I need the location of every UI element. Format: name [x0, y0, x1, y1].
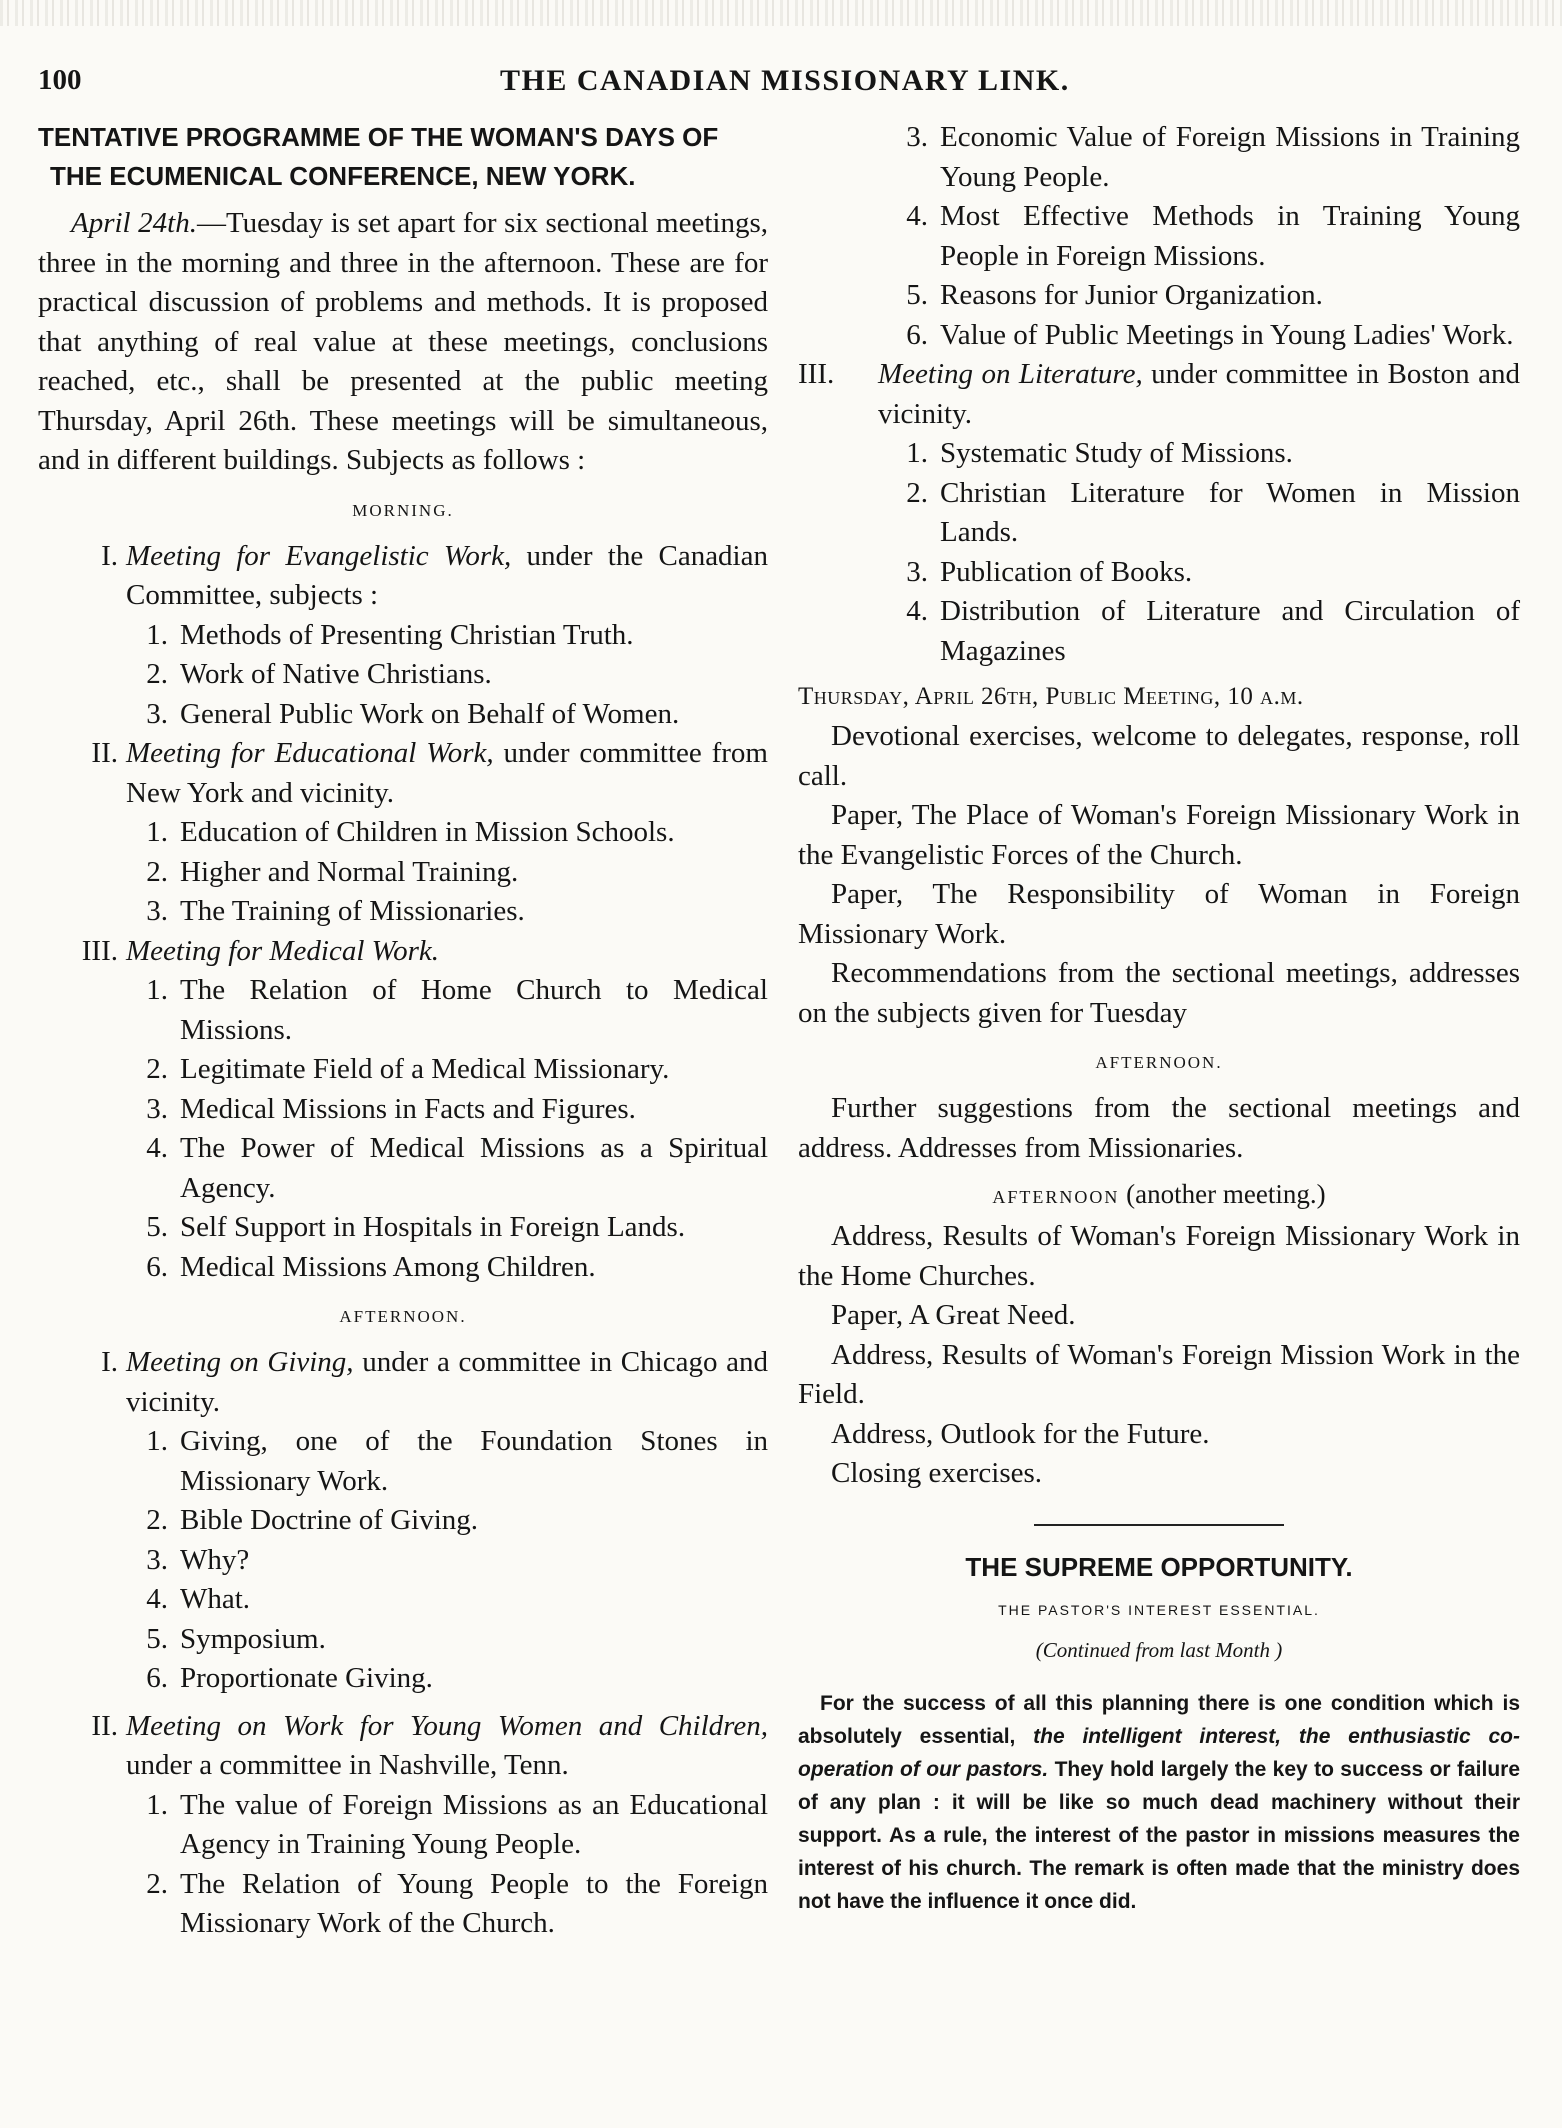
meeting-giving	[38, 1343, 768, 1422]
meeting-committee: under committee in Boston and vicinity.	[878, 358, 1520, 430]
list-item: 1. The Relation of Home Church to Medical Missions.	[146, 974, 768, 1046]
roman-numeral: III.	[81, 934, 118, 967]
meeting-literature	[798, 355, 1520, 434]
list-item: 2. The Relation of Young People to the Foreign Missionary Work of the Church.	[146, 1867, 768, 1939]
list-item: 2. Christian Literature for Women in Mission Lands.	[906, 476, 1520, 548]
list-item: 1. The value of Foreign Missions as an Educational Agency in Training Young People.	[146, 1788, 768, 1860]
meeting-educational	[38, 734, 768, 813]
list-item: 6. Proportionate Giving.	[146, 1662, 433, 1694]
list-item: 1. Methods of Presenting Christian Truth.	[146, 618, 634, 651]
list-item: 5. Self Support in Hospitals in Foreign Lands.	[146, 1211, 686, 1243]
list-item: 2. Bible Doctrine of Giving.	[146, 1504, 479, 1536]
intro-paragraph	[38, 204, 768, 481]
program-line: Address, Results of Woman's Foreign Missionary Work in the Home Churches.	[798, 1220, 1520, 1292]
program-line: Paper, A Great Need.	[831, 1299, 1076, 1331]
meeting-title: Meeting for Educational Work,	[126, 737, 494, 769]
list-item: 3. Publication of Books.	[906, 555, 1193, 588]
list-item: 4. Distribution of Literature and Circulation of Magazines	[906, 595, 1520, 667]
thursday-heading: Thursday, April 26th, Public Meeting, 10 a.m.	[798, 683, 1304, 710]
roman-numeral: I.	[101, 539, 118, 572]
afternoon-label: AFTERNOON	[992, 1187, 1120, 1207]
meeting-title: Meeting on Giving,	[126, 1346, 354, 1378]
list-item: 3. General Public Work on Behalf of Women.	[146, 697, 680, 730]
another-meeting-note: (another meeting.)	[1119, 1179, 1326, 1209]
program-line: Paper, The Place of Woman's Foreign Missionary Work in the Evangelistic Forces of the Church.	[798, 799, 1520, 871]
meeting-title: Meeting for Medical Work.	[126, 934, 440, 967]
program-line: Further suggestions from the sectional meetings and address. Addresses from Missionaries.	[798, 1092, 1520, 1164]
article-subtitle: THE PASTOR'S INTEREST ESSENTIAL.	[998, 1601, 1320, 1618]
meeting-committee: under committee from New York and vicinity.	[126, 737, 768, 809]
afternoon-heading: AFTERNOON.	[339, 1307, 467, 1326]
meeting-evangelistic	[38, 537, 768, 616]
list-item: 4. What.	[146, 1583, 251, 1615]
list-item: 2. Higher and Normal Training.	[146, 855, 519, 888]
morning-heading: MORNING.	[352, 500, 454, 520]
page-number: 100	[38, 64, 82, 96]
program-line: Address, Outlook for the Future.	[831, 1417, 1210, 1450]
list-item: 4. Most Effective Methods in Training Young People in Foreign Missions.	[906, 200, 1520, 272]
list-item: 5. Symposium.	[146, 1622, 326, 1655]
afternoon-another-heading	[798, 1174, 1520, 1217]
list-item: 4. The Power of Medical Missions as a Spiritual Agency.	[146, 1132, 768, 1204]
list-item: 3. The Training of Missionaries.	[146, 895, 525, 927]
list-item: 3. Medical Missions in Facts and Figures.	[146, 1092, 636, 1125]
list-item: 3. Why?	[146, 1543, 250, 1576]
program-line: Paper, The Responsibility of Woman in Foreign Missionary Work.	[798, 878, 1520, 950]
meeting-committee: under a committee in Nashville, Tenn.	[126, 1749, 569, 1781]
right-column	[798, 118, 1520, 1918]
list-item: 2. Legitimate Field of a Medical Missionary.	[146, 1053, 670, 1085]
meeting-committee: under the Canadian Committee, subjects :	[126, 539, 768, 611]
roman-numeral: II.	[91, 737, 118, 769]
roman-numeral: III.	[798, 358, 835, 390]
programme-title: TENTATIVE PROGRAMME OF THE WOMAN'S DAYS OF THE ECUMENICAL CONFERENCE, NEW YORK.	[38, 122, 719, 191]
meeting-committee: under a committee in Chicago and vicinity.	[126, 1346, 769, 1418]
meeting-title: Meeting for Evangelistic Work,	[126, 539, 512, 572]
program-line: Address, Results of Woman's Foreign Mission Work in the Field.	[798, 1338, 1520, 1410]
meeting-young-women	[38, 1707, 768, 1786]
meeting-medical	[38, 932, 768, 972]
journal-title: THE CANADIAN MISSIONARY LINK.	[500, 64, 1070, 97]
intro-text: —Tuesday is set apart for six sectional meetings, three in the morning and three in the afternoon. These are for practical discussion of problems and methods. It is proposed that anything of real value at these meetings, conclusions reached, etc., shall be presented at the public meeting Thursday, April 26th. These meetings will be simultaneous, and in different buildings. Subjects as follows :	[38, 207, 769, 476]
article-title: THE SUPREME OPPORTUNITY.	[965, 1551, 1353, 1582]
meeting-title: Meeting on Work for Young Women and Children,	[126, 1709, 768, 1742]
list-item: 5. Reasons for Junior Organization.	[906, 279, 1323, 311]
list-item: 6. Medical Missions Among Children.	[146, 1250, 596, 1283]
roman-numeral: II.	[91, 1709, 118, 1742]
intro-date: April 24th.	[71, 207, 197, 239]
list-item: 6. Value of Public Meetings in Young Ladies' Work.	[906, 318, 1514, 351]
program-line: Closing exercises.	[831, 1457, 1043, 1489]
list-item: 1. Systematic Study of Missions.	[906, 437, 1293, 469]
running-header	[0, 64, 1562, 104]
emphasis-text: the intelligent interest, the enthusiastic co-operation of our pastors.	[798, 1724, 1520, 1781]
scan-noise-band	[0, 0, 1562, 26]
list-item: 1. Education of Children in Mission Schools.	[146, 816, 675, 848]
afternoon-heading-right: AFTERNOON.	[1095, 1053, 1223, 1072]
section-divider	[1034, 1524, 1284, 1526]
list-item: 1. Giving, one of the Foundation Stones in Missionary Work.	[146, 1425, 768, 1497]
program-line: Recommendations from the sectional meetings, addresses on the subjects given for Tuesday	[798, 957, 1520, 1029]
list-item: 2. Work of Native Christians.	[146, 658, 492, 690]
meeting-title: Meeting on Literature,	[878, 358, 1143, 390]
list-item: 3. Economic Value of Foreign Missions in Training Young People.	[906, 121, 1520, 193]
roman-numeral: I.	[101, 1346, 118, 1378]
left-column	[38, 118, 768, 1944]
continued-note: (Continued from last Month )	[1035, 1637, 1283, 1662]
article-paragraph: For the success of all this planning there is one condition which is absolutely essential, the intelligent interest, the enthusiastic co-operation of our pastors. They hold largely the key to success or failure of any plan : it will be like so much dead machinery without their support. As a rule, the interest of the pastor in missions measures the interest of his church. The remark is often made that the ministry does not have the influence it once did.	[798, 1691, 1520, 1913]
program-line: Devotional exercises, welcome to delegates, response, roll call.	[798, 720, 1520, 792]
